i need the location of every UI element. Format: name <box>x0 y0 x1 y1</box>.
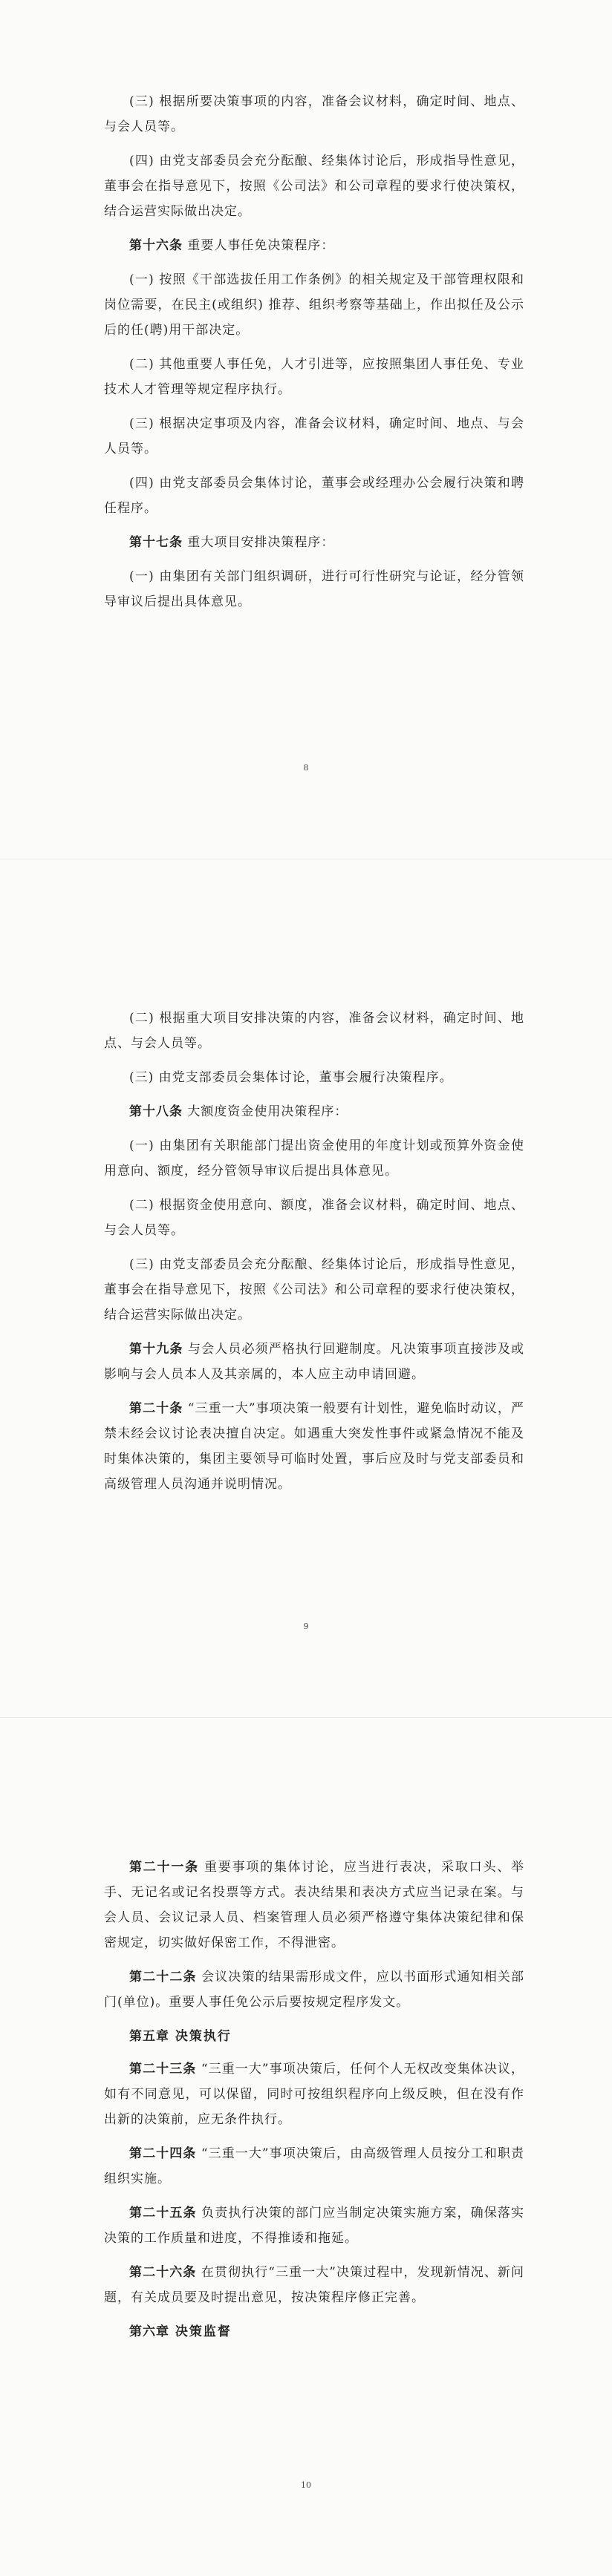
paragraph-text: 重要事项的集体讨论，应当进行表决，采取口头、举手、无记名或记名投票等方式。表决结果和表决方式应当记录在案。与会人员、会议记录人员、档案管理人员必须严格遵守集体决策纪律和保密规定，切实做好保密工作，不得泄密。 <box>104 1860 524 1950</box>
clause-paragraph <box>104 564 524 614</box>
paragraph-text: 与会人员必须严格执行回避制度。凡决策事项直接涉及或影响与会人员本人及其亲属的，本人应主动申请回避。 <box>104 1342 525 1382</box>
paragraph-text: (二) 根据重大项目安排决策的内容，准备会议材料，确定时间、地点、与会人员等。 <box>104 1011 524 1051</box>
clause-paragraph <box>104 89 524 140</box>
clause-paragraph <box>104 1193 524 1243</box>
article-number: 第十六条 <box>129 238 183 253</box>
article-number: 第二十一条 <box>129 1860 199 1875</box>
article-paragraph <box>104 2200 524 2251</box>
article-number: 第二十三条 <box>129 2062 197 2077</box>
paragraph-text: “三重一大”事项决策一般要有计划性，避免临时动议，严禁未经会议讨论表决擅自决定。如遇重大突发性事件或紧急情况不能及时集体决策的，集团主要领导可临时处置，事后应及时与党支部委员和高级管理人员沟通并说明情况。 <box>104 1401 524 1492</box>
clause-paragraph <box>104 148 524 224</box>
clause-paragraph <box>104 1133 524 1184</box>
article-paragraph <box>104 2056 524 2132</box>
document-page-8 <box>0 0 612 859</box>
article-number: 第十九条 <box>129 1342 183 1357</box>
article-number: 第二十五条 <box>129 2206 197 2221</box>
chapter-number: 第六章 <box>129 2324 169 2339</box>
document-page-10 <box>0 1717 612 2576</box>
paragraph-text: 重要人事任免决策程序： <box>183 238 335 253</box>
page-number: 10 <box>301 2480 311 2490</box>
article-paragraph <box>104 1337 524 1387</box>
clause-paragraph <box>104 1252 524 1328</box>
paragraph-text: (一) 由集团有关职能部门提出资金使用的年度计划或预算外资金使用意向、额度，经分管领导审议后提出具体意见。 <box>104 1138 524 1179</box>
paragraph-text: “三重一大”事项决策后，由高级管理人员按分工和职责组织实施。 <box>104 2146 524 2186</box>
page-divider <box>0 1717 612 1718</box>
chapter-number: 第五章 <box>129 2029 169 2044</box>
paragraph-text: 重大项目安排决策程序： <box>183 535 335 550</box>
clause-paragraph <box>104 411 524 462</box>
paragraph-text: (三) 由党支部委员会充分酝酿、经集体讨论后，形成指导性意见，董事会在指导意见下，按照《公司法》和公司章程的要求行使决策权，结合运营实际做出决定。 <box>104 1257 524 1323</box>
paragraph-text: 大额度资金使用决策程序： <box>183 1104 348 1119</box>
clause-paragraph <box>104 267 524 343</box>
article-paragraph <box>104 1396 524 1497</box>
article-paragraph <box>104 2260 524 2310</box>
chapter-heading <box>104 2319 524 2344</box>
clause-paragraph <box>104 1006 524 1056</box>
article-paragraph <box>104 1099 524 1124</box>
article-paragraph <box>104 233 524 258</box>
article-paragraph <box>104 2141 524 2192</box>
article-number: 第二十六条 <box>129 2265 197 2280</box>
paragraph-text: (二) 其他重要人事任免，人才引进等，应按照集团人事任免、专业技术人才管理等规定程序执行。 <box>104 357 524 397</box>
article-number: 第二十四条 <box>129 2146 197 2161</box>
paragraph-text: 在贯彻执行“三重一大”决策过程中，发现新情况、新问题，有关成员要及时提出意见，按决策程序修正完善。 <box>104 2265 524 2305</box>
paragraph-text: (四) 由党支部委员会充分酝酿、经集体讨论后，形成指导性意见，董事会在指导意见下，按照《公司法》和公司章程的要求行使决策权，结合运营实际做出决定。 <box>104 154 524 219</box>
chapter-heading <box>104 2024 524 2049</box>
paragraph-text: 会议决策的结果需形成文件，应以书面形式通知相关部门(单位)。重要人事任免公示后要按规定程序发文。 <box>104 1970 525 2010</box>
article-number: 第二十二条 <box>129 1970 197 1985</box>
paragraph-text: (二) 根据资金使用意向、额度，准备会议材料，确定时间、地点、与会人员等。 <box>104 1198 524 1238</box>
article-number: 第十七条 <box>129 535 183 550</box>
document-page-9 <box>0 859 612 1717</box>
clause-paragraph <box>104 1065 524 1090</box>
article-number: 第十八条 <box>129 1104 183 1119</box>
page-body <box>104 89 524 623</box>
clause-paragraph <box>104 352 524 402</box>
article-number: 第二十条 <box>129 1401 183 1416</box>
page-number: 9 <box>303 1622 309 1631</box>
chapter-title: 决策监督 <box>169 2324 232 2339</box>
page-body <box>104 1006 524 1506</box>
article-paragraph <box>104 1964 524 2015</box>
clause-paragraph <box>104 471 524 521</box>
paragraph-text: “三重一大”事项决策后，任何个人无权改变集体决议，如有不同意见，可以保留，同时可按组织程序向上级反映，但在没有作出新的决策前，应无条件执行。 <box>104 2062 524 2127</box>
chapter-title: 决策执行 <box>169 2029 232 2044</box>
paragraph-text: (三) 根据决定事项及内容，准备会议材料，确定时间、地点、与会人员等。 <box>104 416 524 456</box>
paragraph-text: 负责执行决策的部门应当制定决策实施方案，确保落实决策的工作质量和进度，不得推诿和拖延。 <box>104 2206 525 2246</box>
paragraph-text: (一) 按照《干部选拔任用工作条例》的相关规定及干部管理权限和岗位需要，在民主(或组织) 推荐、组织考察等基础上，作出拟任及公示后的任(聘)用干部决定。 <box>104 272 524 338</box>
article-paragraph <box>104 1855 524 1956</box>
page-number: 8 <box>303 763 309 773</box>
paragraph-text: (三) 根据所要决策事项的内容，准备会议材料，确定时间、地点、与会人员等。 <box>104 94 524 134</box>
paragraph-text: (三) 由党支部委员会集体讨论，董事会履行决策程序。 <box>129 1070 453 1085</box>
page-body <box>104 1855 524 2352</box>
paragraph-text: (四) 由党支部委员会集体讨论，董事会或经理办公会履行决策和聘任程序。 <box>104 476 524 516</box>
article-paragraph <box>104 530 524 555</box>
paragraph-text: (一) 由集团有关部门组织调研，进行可行性研究与论证，经分管领导审议后提出具体意见。 <box>104 569 524 609</box>
